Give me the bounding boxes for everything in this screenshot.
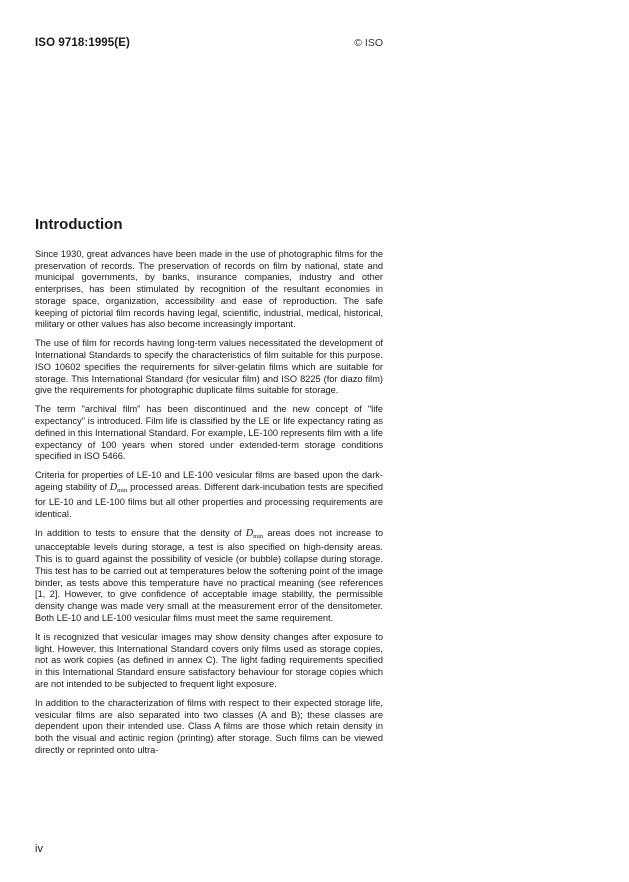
document-id: ISO 9718:1995(E) xyxy=(35,37,130,49)
copyright-notice: © ISO xyxy=(354,37,383,49)
density-text-before: In addition to tests to ensure that the density of xyxy=(35,527,246,538)
page-number: iv xyxy=(35,843,43,855)
paragraph-standards: The use of film for records having long-term values necessitated the development of International Standards to specify the characteristics of film suitable for this purpose. ISO 10602 specifies the requirements for silver-gelatin films which are suitable for storage. This International Standard (for vesicular film) and ISO 8225 (for diazo film) give the requirements for photographic duplicate films suitable for storage. xyxy=(35,338,383,396)
density-text-after: areas does not increase to unacceptable levels during storage, a test is also specified on high-density areas. This is to guard against the possibility of vesicle (or bubble) collapse during storage. This test has to be carried out at temperatures below the softening point of the image binder, as tests above this temperature have no practical meaning (see references [1, 2]. However, to give confidence of acceptable image stability, the permissible density change was made very small at the measurement error of the densitometer. Both LE-10 and LE-100 vesicular films must meet the same requirement. xyxy=(35,527,383,623)
dmin-symbol: $D_{min}$ xyxy=(109,482,128,495)
body-text xyxy=(35,249,383,764)
paragraph-life-expectancy: The term "archival film" has been discontinued and the new concept of "life expectancy" is introduced. Film life is classified by the LE or life expectancy rating as defined in this International Standard. For example, LE-100 represents film with a life expectancy of 100 years when stored under extended-term storage conditions specified in ISO 5466. xyxy=(35,404,383,462)
paragraph-criteria xyxy=(35,470,383,520)
dmin-symbol: $D_{min}$ xyxy=(245,527,264,540)
criteria-text-before: Criteria for properties of LE-10 and LE-100 vesicular films are based upon the dark-ageing stability of xyxy=(35,470,383,493)
paragraph-film-classes: In addition to the characterization of films with respect to their expected storage life, vesicular films are also separated into two classes (A and B); these classes are dependent upon their intended use. Class A films are those which retain density in both the visual and actinic region (printing) after storage. Such films can be viewed directly or reprinted onto ultra- xyxy=(35,697,383,755)
paragraph-history: Since 1930, great advances have been made in the use of photographic films for the preservation of records. The preservation of records on film by national, state and municipal governments, by banks, insurance companies, industry and other enterprises, has been stimulated by recognition of the resultant economies in storage space, organization, accessibility and ease of reproduction. The safe keeping of pictorial film records having legal, scientific, industrial, medical, historical, military or other values has also become increasingly important. xyxy=(35,249,383,330)
paragraph-light-exposure: It is recognized that vesicular images may show density changes after exposure to light. However, this International Standard covers only films used as storage copies, not as work copies (as defined in annex C). The light fading requirements specified in this International Standard ensure satisfactory behaviour for storage copies which are not intended to be subjected to frequent light exposure. xyxy=(35,631,383,689)
paragraph-density-tests xyxy=(35,528,383,625)
criteria-text-after: processed areas. Different dark-incubation tests are specified for LE-10 and LE-100 films but all other properties and processing requirements are identical. xyxy=(35,482,383,519)
section-title: Introduction xyxy=(35,216,123,233)
